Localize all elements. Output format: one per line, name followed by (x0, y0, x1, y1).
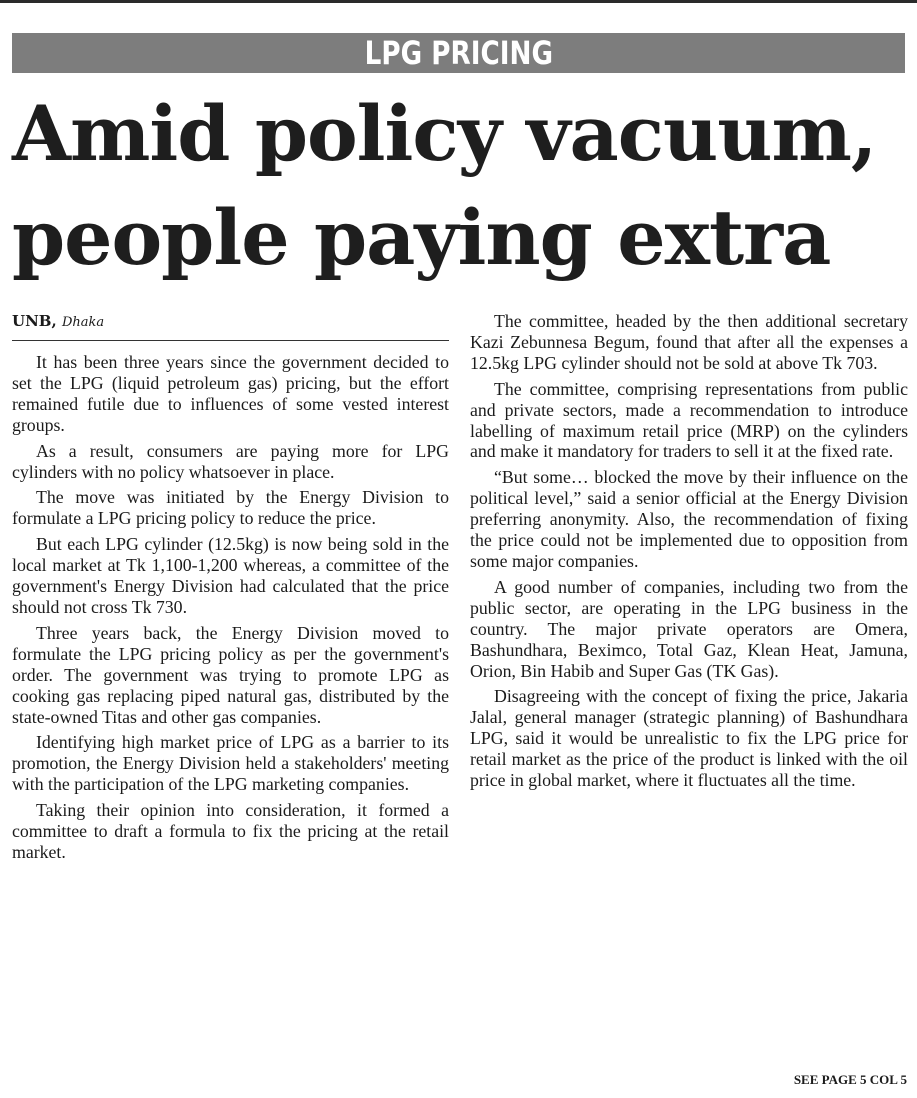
article-column-1 (12, 352, 449, 868)
byline (12, 312, 104, 330)
paragraph: The committee, headed by the then additional secretary Kazi Zebunnesa Begum, found that after all the expenses a 12.5kg LPG cylinder should not be sold at above Tk 703. (470, 311, 908, 373)
paragraph: As a result, consumers are paying more for LPG cylinders with no policy whatsoever in place. (12, 440, 449, 482)
headline-line-1: Amid policy vacuum, (12, 89, 877, 178)
byline-agency: UNB, (12, 312, 57, 330)
paragraph: The move was initiated by the Energy Division to formulate a LPG pricing policy to reduce the price. (12, 487, 449, 529)
byline-rule (12, 340, 449, 341)
paragraph: Three years back, the Energy Division moved to formulate the LPG pricing policy as per the government's order. The government was trying to promote LPG as cooking gas replacing piped natural gas, distributed by the state-owned Titas and other gas companies. (12, 622, 449, 727)
byline-place: Dhaka (61, 315, 105, 330)
article-column-2 (470, 311, 908, 796)
paragraph: It has been three years since the government decided to set the LPG (liquid petroleum gas) pricing, but the effort remained futile due to influences of some vested interest groups. (12, 352, 449, 435)
jump-line: SEE PAGE 5 COL 5 (793, 1072, 907, 1087)
paragraph: Disagreeing with the concept of fixing the price, Jakaria Jalal, general manager (strategic planning) of Bashundhara LPG, said it would be unrealistic to fix the LPG price for retail market as the price of the product is linked with the oil price in global market, where it fluctuates all the time. (470, 686, 908, 791)
headline (12, 82, 912, 290)
section-kicker (12, 33, 905, 73)
kicker-label: LPG PRICING (364, 34, 553, 72)
paragraph: “But some… blocked the move by their influence on the political level,” said a senior official at the Energy Division preferring anonymity. Also, the recommendation of fixing the price could not be implemented due to opposition from some major companies. (470, 467, 908, 571)
top-rule (0, 0, 917, 3)
paragraph: But each LPG cylinder (12.5kg) is now being sold in the local market at Tk 1,100-1,200 whereas, a committee of the government's Energy Division had calculated that the price should not cross Tk 730. (12, 534, 449, 617)
paragraph: A good number of companies, including two from the public sector, are operating in the LPG business in the country. The major private operators are Omera, Bashundhara, Beximco, Total Gaz, Klean Heat, Jamuna, Orion, Bin Habib and Super Gas (TK Gas). (470, 576, 908, 681)
paragraph: Taking their opinion into consideration, it formed a committee to draft a formula to fix the pricing at the retail market. (12, 800, 449, 862)
paragraph: Identifying high market price of LPG as a barrier to its promotion, the Energy Division held a stakeholders' meeting with the participation of the LPG marketing companies. (12, 732, 449, 795)
paragraph: The committee, comprising representations from public and private sectors, made a recommendation to introduce labelling of maximum retail price (MRP) on the cylinders and make it mandatory for traders to sell it at the fixed rate. (470, 378, 908, 462)
headline-line-2: people paying extra (12, 193, 831, 282)
